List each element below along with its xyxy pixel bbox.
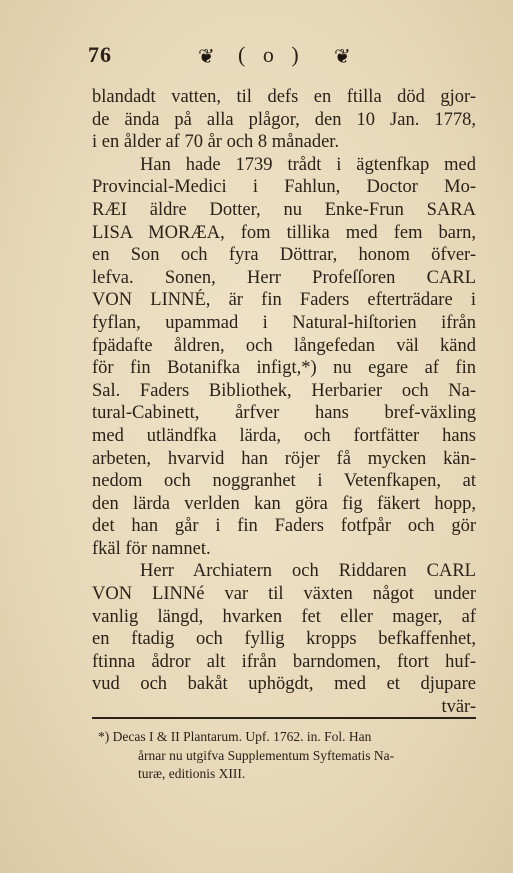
text-line: det han går i fin Faders fotfpår och gör [92,516,476,537]
header-center-mark: ( o ) [238,42,305,67]
main-text [92,86,476,719]
text-line: nedom och noggranhet i Vetenfkapen, at [92,471,476,492]
text-line: den lärda verlden kan göra fig fäkert hopp, [92,493,476,514]
page-number: 76 [88,42,112,67]
printer-ornament-left-icon: ❦ [198,46,215,68]
text-line: Sal. Faders Bibliothek, Herbarier och Na- [92,380,476,401]
printer-ornament-right-icon: ❦ [334,46,351,68]
text-line: lefva. Sonen, Herr Profeſſoren CARL [92,267,476,288]
text-line: Herr Archiatern och Riddaren CARL [140,561,476,582]
text-line: RÆI äldre Dotter, nu Enke-Frun SARA [92,199,476,220]
footnote-line: turæ, editionis XIII. [138,766,246,781]
text-line: i en ålder af 70 år och 8 månader. [92,132,340,153]
text-line: ftinna ådror alt ifrån barndomen, ftort huf- [92,651,476,672]
footnote-divider [92,717,476,719]
text-line: en Son och fyra Döttrar, honom öfver- [92,245,476,266]
text-line: VON LINNÉ, är fin Faders efterträdare i [92,290,476,311]
text-line: fkäl för namnet. [92,538,211,559]
catchword: tvär- [441,697,476,718]
text-line: arbeten, hvarvid han röjer få mycken kän- [92,448,476,469]
text-line: en ftadig och fyllig kropps befkaffenhet, [92,629,476,650]
text-line: med utländfka lärda, och fortfätter hans [92,425,476,446]
footnote [98,728,476,784]
text-line: LISA MORÆA, fom tillika med fem barn, [92,222,476,243]
text-line: vud och bakåt uphögdt, med et djupare [92,674,476,695]
footnote-line: årnar nu utgifva Supplementum Syftematis Na- [138,747,395,763]
text-line: tural-Cabinett, årfver hans bref-växling [92,403,476,424]
page-header [88,40,468,70]
text-line: blandadt vatten, til defs en ftilla död gjor- [92,87,476,107]
text-line: de ända på alla plågor, den 10 Jan. 1778, [92,109,476,130]
text-line: vanlig längd, hvarken fet eller mager, af [92,606,476,627]
text-line: för fin Botanifka infigt,*) nu egare af fin [92,358,476,379]
text-line: Han hade 1739 trådt i ägtenfkap med [140,154,476,175]
text-line: fyflan, upammad i Natural-hiſtorien ifrån [92,312,476,333]
footnote-line: *) Decas I & II Plantarum. Upf. 1762. in. Fol. Han [98,729,372,744]
text-line: Provincial-Medici i Fahlun, Doctor Mo- [92,177,476,198]
text-line: VON LINNé var til växten något under [92,584,476,605]
text-line: fpädafte åldren, och långefedan väl känd [92,335,476,356]
